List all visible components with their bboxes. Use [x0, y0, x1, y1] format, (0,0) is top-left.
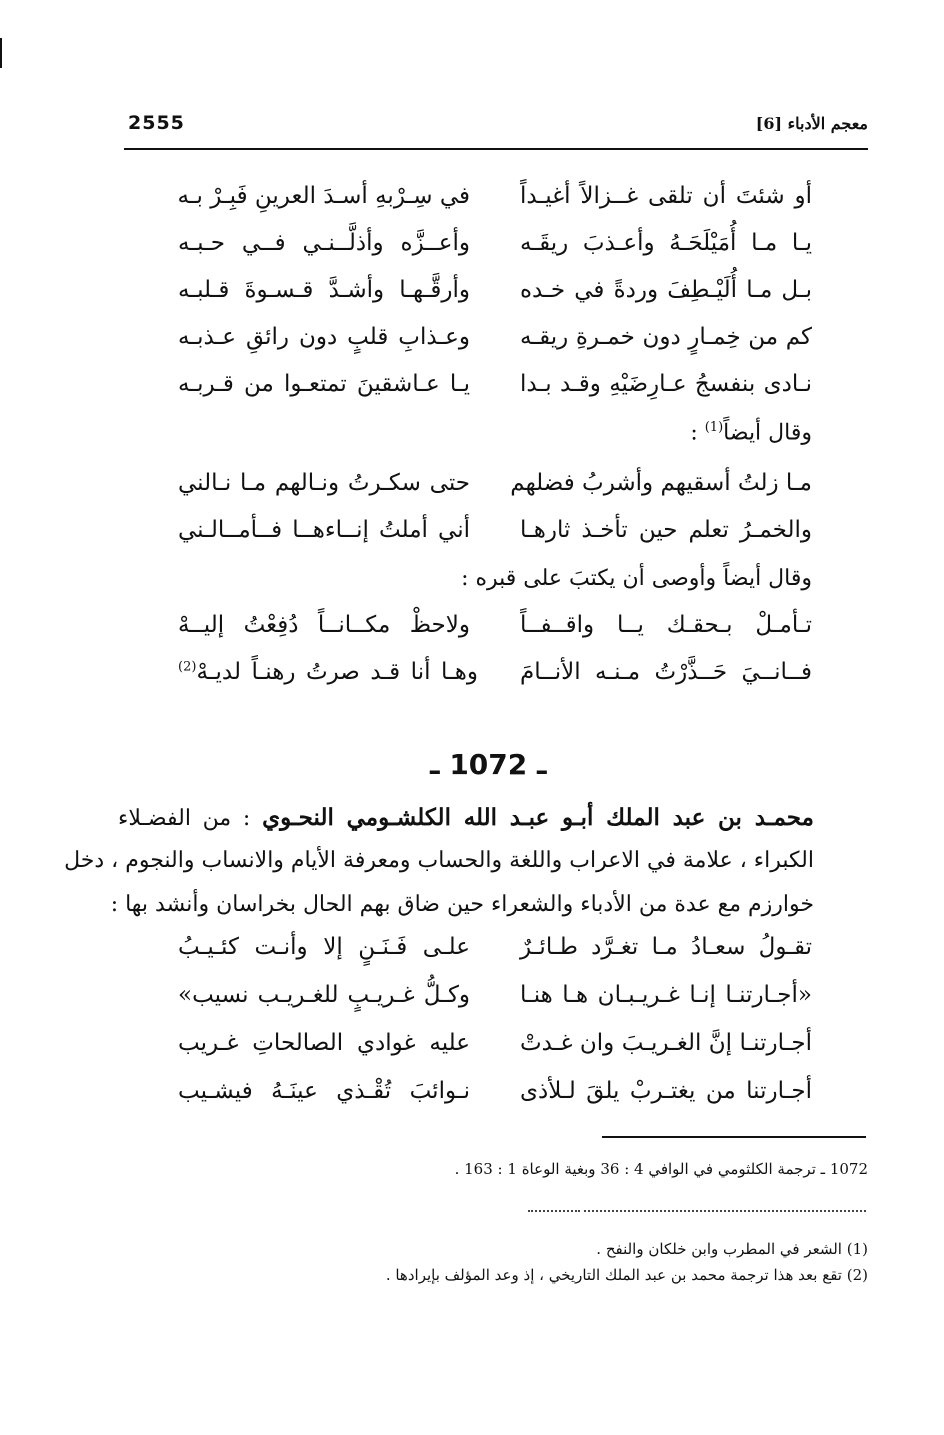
verse-first-hemistich: يـا مـا أُمَيْلَحَـهُ وأعـذبَ ريقَـه — [520, 230, 812, 256]
poem-intro — [690, 420, 812, 445]
verse-first-hemistich: تـأمـلْ بـحقـك يــا واقــفــاً — [520, 612, 812, 638]
verse-line — [178, 659, 812, 703]
verse-first-hemistich: تقـولُ سعـادُ مـا تغـرَّد طـائـرٌ — [520, 934, 812, 960]
scan-edge-mark — [0, 38, 2, 68]
verse-first-hemistich: أجـارتنا من يغتـربْ يلقَ لـلأذى — [520, 1078, 812, 1104]
verse-first-hemistich: كم من خِمـارٍ دون خمـرةِ ريقـه — [520, 324, 812, 350]
verse-second-hemistich — [178, 659, 478, 685]
biography-name: محمـد بن عبد الملك أبـو عبـد الله الكلشـومي النحـوي — [262, 804, 814, 831]
verse-second-hemistich: نـوائبَ تُقْـذي عينَـهُ فيشـيب — [178, 1078, 470, 1104]
verse-second-hemistich: علـى فَـنَـنٍ إلا وأنـت كئـيـبُ — [178, 934, 470, 960]
footnote-rule — [602, 1136, 866, 1138]
verse-first-hemistich: مـا زلتُ أسقيهم وأشربُ فضلهم — [510, 470, 812, 496]
biography-line: خوارزم مع عدة من الأدباء والشعراء حين ضاق بهم الحال بخراسان وأنشد بها : — [110, 892, 814, 917]
verse-line — [178, 183, 812, 227]
hemistich-text: وهـا أنا قـد صرتُ رهنـاً لديـهْ — [196, 659, 478, 685]
verse-first-hemistich: بـل مـا أُلَيْـطِفَ وردةً في خـده — [520, 277, 812, 303]
verse-line — [178, 982, 812, 1026]
biography-line: الكبراء ، علامة في الاعراب واللغة والحساب ومعرفة الأيام والانساب والنجوم ، دخل — [64, 848, 814, 873]
poem-intro-colon: : — [690, 420, 705, 446]
verse-line — [178, 1030, 812, 1074]
verse-first-hemistich: نـادى بنفسجُ عـارِضَيْهِ وقـد بـدا — [520, 371, 812, 397]
verse-second-hemistich: حتى سكـرتُ ونـالهم مـا نـالني — [178, 470, 470, 496]
verse-line — [178, 230, 812, 274]
footnote-1: (1) الشعر في المطرب وابن خلكان والنفح . — [596, 1240, 868, 1258]
verse-second-hemistich: وكـلُّ غـريـبٍ للغـريـب نسيب» — [178, 982, 470, 1008]
entry-number: ـ 1072 ـ — [430, 748, 547, 781]
verse-line — [178, 1078, 812, 1122]
verse-line — [178, 934, 812, 978]
verse-second-hemistich: وأرقَّـهـا وأشـدَّ قـسـوةَ قـلبـه — [178, 277, 470, 303]
verse-first-hemistich: والخمـرُ تعلم حين تأخـذ ثارهـا — [520, 517, 812, 543]
verse-second-hemistich: ولاحظْ مكــانــاً دُفِعْتُ إليــهْ — [178, 612, 470, 638]
verse-line — [178, 612, 812, 656]
verse-second-hemistich: أني أملتُ إنــاءهــا فــأمــالـني — [178, 517, 470, 543]
footnote-ref: (1) — [704, 420, 724, 435]
verse-second-hemistich: وأعــزَّه وأذلَّــنـي فــي حـبـه — [178, 230, 470, 256]
verse-line — [178, 371, 812, 415]
header-rule — [124, 148, 868, 150]
page-header — [124, 110, 868, 150]
verse-first-hemistich: «أجـارتنـا إنـا غـريـبـان هـا هنـا — [520, 982, 812, 1008]
biography-line — [118, 804, 814, 831]
page-number: 2555 — [128, 112, 185, 134]
footnote-dotted-separator — [584, 1210, 866, 1212]
verse-line — [178, 517, 812, 561]
footnote-dotted-separator — [528, 1210, 580, 1212]
entry-footnote: 1072 ـ ترجمة الكلثومي في الوافي 4 : 36 وبغية الوعاة 1 : 163 . — [454, 1160, 868, 1178]
verse-second-hemistich: وعـذابِ قلبٍ دون رائقِ عـذبـه — [178, 324, 470, 350]
verse-line — [178, 324, 812, 368]
verse-first-hemistich: فــانــيَ حَــذَّرْتُ مـنـه الأنــامَ — [520, 659, 812, 685]
running-title: معجم الأدباء [6] — [755, 114, 868, 133]
verse-line — [178, 277, 812, 321]
poem-intro-text: وقال أيضاً — [723, 420, 812, 446]
biography-line1-rest: : من الفضـلاء — [118, 806, 263, 831]
footnote-2: (2) تقع بعد هذا ترجمة محمد بن عبد الملك التاريخي ، إذ وعد المؤلف بإيرادها . — [385, 1266, 868, 1284]
verse-line — [178, 470, 812, 514]
verse-second-hemistich: في سِـرْبهِ أسـدَ العرينِ فَبِـرْ بـه — [177, 183, 470, 209]
footnote-ref: (2) — [178, 659, 197, 675]
verse-second-hemistich: يـا عـاشقينَ تمتعـوا من قـربـه — [178, 371, 470, 397]
verse-first-hemistich: أجـارتنـا إنَّ الغـريـبَ وان غـدتْ — [520, 1030, 812, 1056]
poem-intro: وقال أيضاً وأوصى أن يكتبَ على قبره : — [461, 566, 812, 591]
verse-second-hemistich: عليه غوادي الصالحاتِ غـريب — [178, 1030, 470, 1056]
verse-first-hemistich: أو شئتَ أن تلقى غــزالاً أغيـداً — [520, 183, 812, 209]
